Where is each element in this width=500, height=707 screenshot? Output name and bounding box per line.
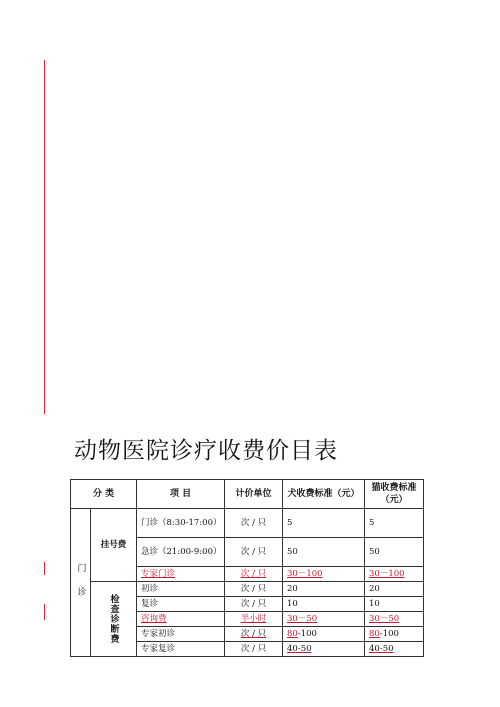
group-outpatient: 门 诊 (71, 509, 91, 657)
subgroup-exam: 检查诊断费 (91, 582, 137, 657)
cell-dog: 5 (283, 509, 365, 538)
cell-cat: 30－100 (365, 567, 424, 582)
cell-cat: 5 (365, 509, 424, 538)
cell-dog: 20 (283, 582, 365, 597)
cell-dog: 40-50 (283, 642, 365, 657)
table-row (71, 582, 424, 597)
cell-unit: 次 / 只 (225, 567, 283, 582)
cell-unit: 次 / 只 (225, 582, 283, 597)
cell-dog: 10 (283, 597, 365, 612)
revision-bar (44, 60, 45, 414)
cat-value-rest: -100 (379, 629, 399, 639)
cell-dog (283, 627, 365, 642)
cell-cat: 50 (365, 538, 424, 567)
cell-unit: 次 / 只 (225, 642, 283, 657)
subgroup-registration: 挂号费 (91, 509, 137, 582)
cell-item: 专家门诊 (137, 567, 225, 582)
cell-item: 复诊 (137, 597, 225, 612)
cell-cat: 10 (365, 597, 424, 612)
revision-bar (44, 562, 45, 575)
cell-item: 初诊 (137, 582, 225, 597)
dog-value-rest: -100 (297, 629, 317, 639)
cat-value-revised: 80 (369, 629, 380, 639)
cell-item: 专家初诊 (137, 627, 225, 642)
header-unit: 计价单位 (225, 480, 283, 509)
cell-unit: 次 / 只 (225, 538, 283, 567)
fee-table (70, 479, 424, 657)
cell-cat: 40-50 (365, 642, 424, 657)
revision-bar (44, 604, 45, 620)
cell-cat (365, 627, 424, 642)
cell-unit: 半小时 (225, 612, 283, 627)
table-row (71, 509, 424, 538)
header-cat: 猫收费标准（元） (365, 480, 424, 509)
table-header-row (71, 480, 424, 509)
cell-dog: 30－100 (283, 567, 365, 582)
cell-dog: 30－50 (283, 612, 365, 627)
cell-item: 门诊（8:30-17:00） (137, 509, 225, 538)
cell-item: 专家复诊 (137, 642, 225, 657)
cell-unit: 次 / 只 (225, 627, 283, 642)
cell-cat: 20 (365, 582, 424, 597)
cell-unit: 次 / 只 (225, 597, 283, 612)
header-item: 项 目 (137, 480, 225, 509)
document-title: 动物医院诊疗收费价目表 (74, 438, 338, 464)
header-category: 分 类 (71, 480, 137, 509)
cell-cat: 30－50 (365, 612, 424, 627)
cell-item: 咨询费 (137, 612, 225, 627)
cell-dog: 50 (283, 538, 365, 567)
cell-item: 急诊（21:00-9:00） (137, 538, 225, 567)
dog-value-revised: 80 (287, 629, 298, 639)
header-dog: 犬收费标准（元） (283, 480, 365, 509)
cell-unit: 次 / 只 (225, 509, 283, 538)
